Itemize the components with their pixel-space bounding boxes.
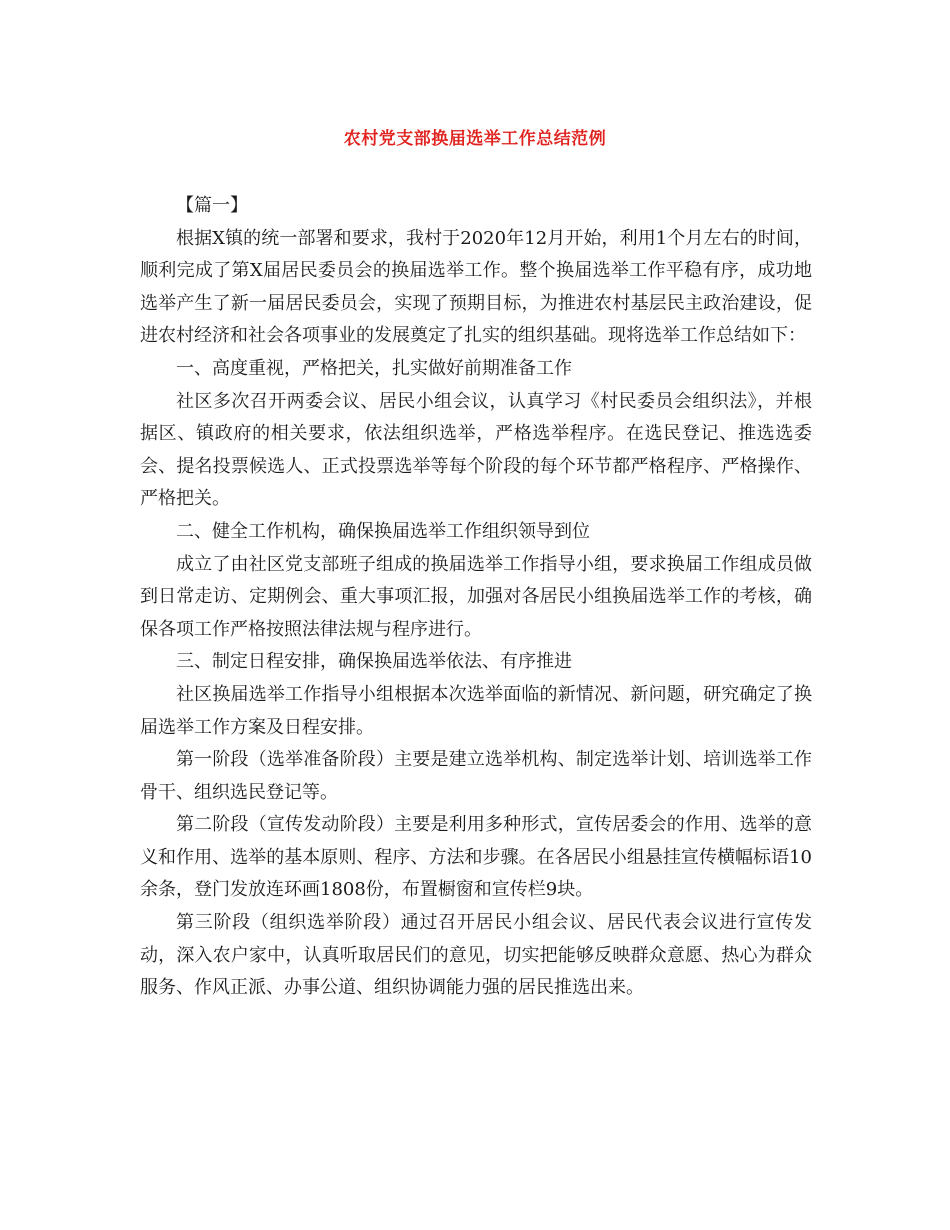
document-title: 农村党支部换届选举工作总结范例 bbox=[343, 129, 607, 149]
paragraph: 第二阶段（宣传发动阶段）主要是利用多种形式，宣传居委会的作用、选举的意义和作用、选举的基本原则、程序、方法和步骤。在各居民小组悬挂宣传横幅标语10余条，登门发放连环画1808份，布置橱窗和宣传栏9块。 bbox=[140, 814, 812, 901]
paragraph: 根据X镇的统一部署和要求，我村于2020年12月开始，利用1个月左右的时间，顺利完成了第X届居民委员会的换届选举工作。整个换届选举工作平稳有序，成功地选举产生了新一届居民委员会，实现了预期目标，为推进农村基层民主政治建设，促进农村经济和社会各项事业的发展奠定了扎实的组织基础。现将选举工作总结如下： bbox=[140, 227, 812, 347]
paragraph: 第一阶段（选举准备阶段）主要是建立选举机构、制定选举计划、培训选举工作骨干、组织选民登记等。 bbox=[140, 749, 812, 803]
paragraph: 社区换届选举工作指导小组根据本次选举面临的新情况、新问题，研究确定了换届选举工作方案及日程安排。 bbox=[140, 683, 812, 738]
paragraph: 第三阶段（组织选举阶段）通过召开居民小组会议、居民代表会议进行宣传发动，深入农户家中，认真听取居民们的意见，切实把能够反映群众意愿、热心为群众服务、作风正派、办事公道、组织协调能力强的居民推选出来。 bbox=[140, 912, 812, 999]
section-heading: 二、健全工作机构，确保换届选举工作组织领导到位 bbox=[176, 520, 590, 542]
document-body bbox=[140, 190, 812, 1005]
section-heading: 一、高度重视，严格把关，扎实做好前期准备工作 bbox=[176, 357, 572, 379]
paragraph: 成立了由社区党支部班子组成的换届选举工作指导小组，要求换届工作组成员做到日常走访、定期例会、重大事项汇报，加强对各居民小组换届选举工作的考核，确保各项工作严格按照法律法规与程序进行。 bbox=[140, 553, 812, 640]
section-label: 【篇一】 bbox=[176, 195, 248, 216]
paragraph: 社区多次召开两委会议、居民小组会议，认真学习《村民委员会组织法》，并根据区、镇政府的相关要求，依法组织选举，严格选举程序。在选民登记、推选选委会、提名投票候选人、正式投票选举等每个阶段的每个环节都严格程序、严格操作、严格把关。 bbox=[140, 390, 812, 510]
section-heading: 三、制定日程安排，确保换届选举依法、有序推进 bbox=[176, 651, 572, 673]
